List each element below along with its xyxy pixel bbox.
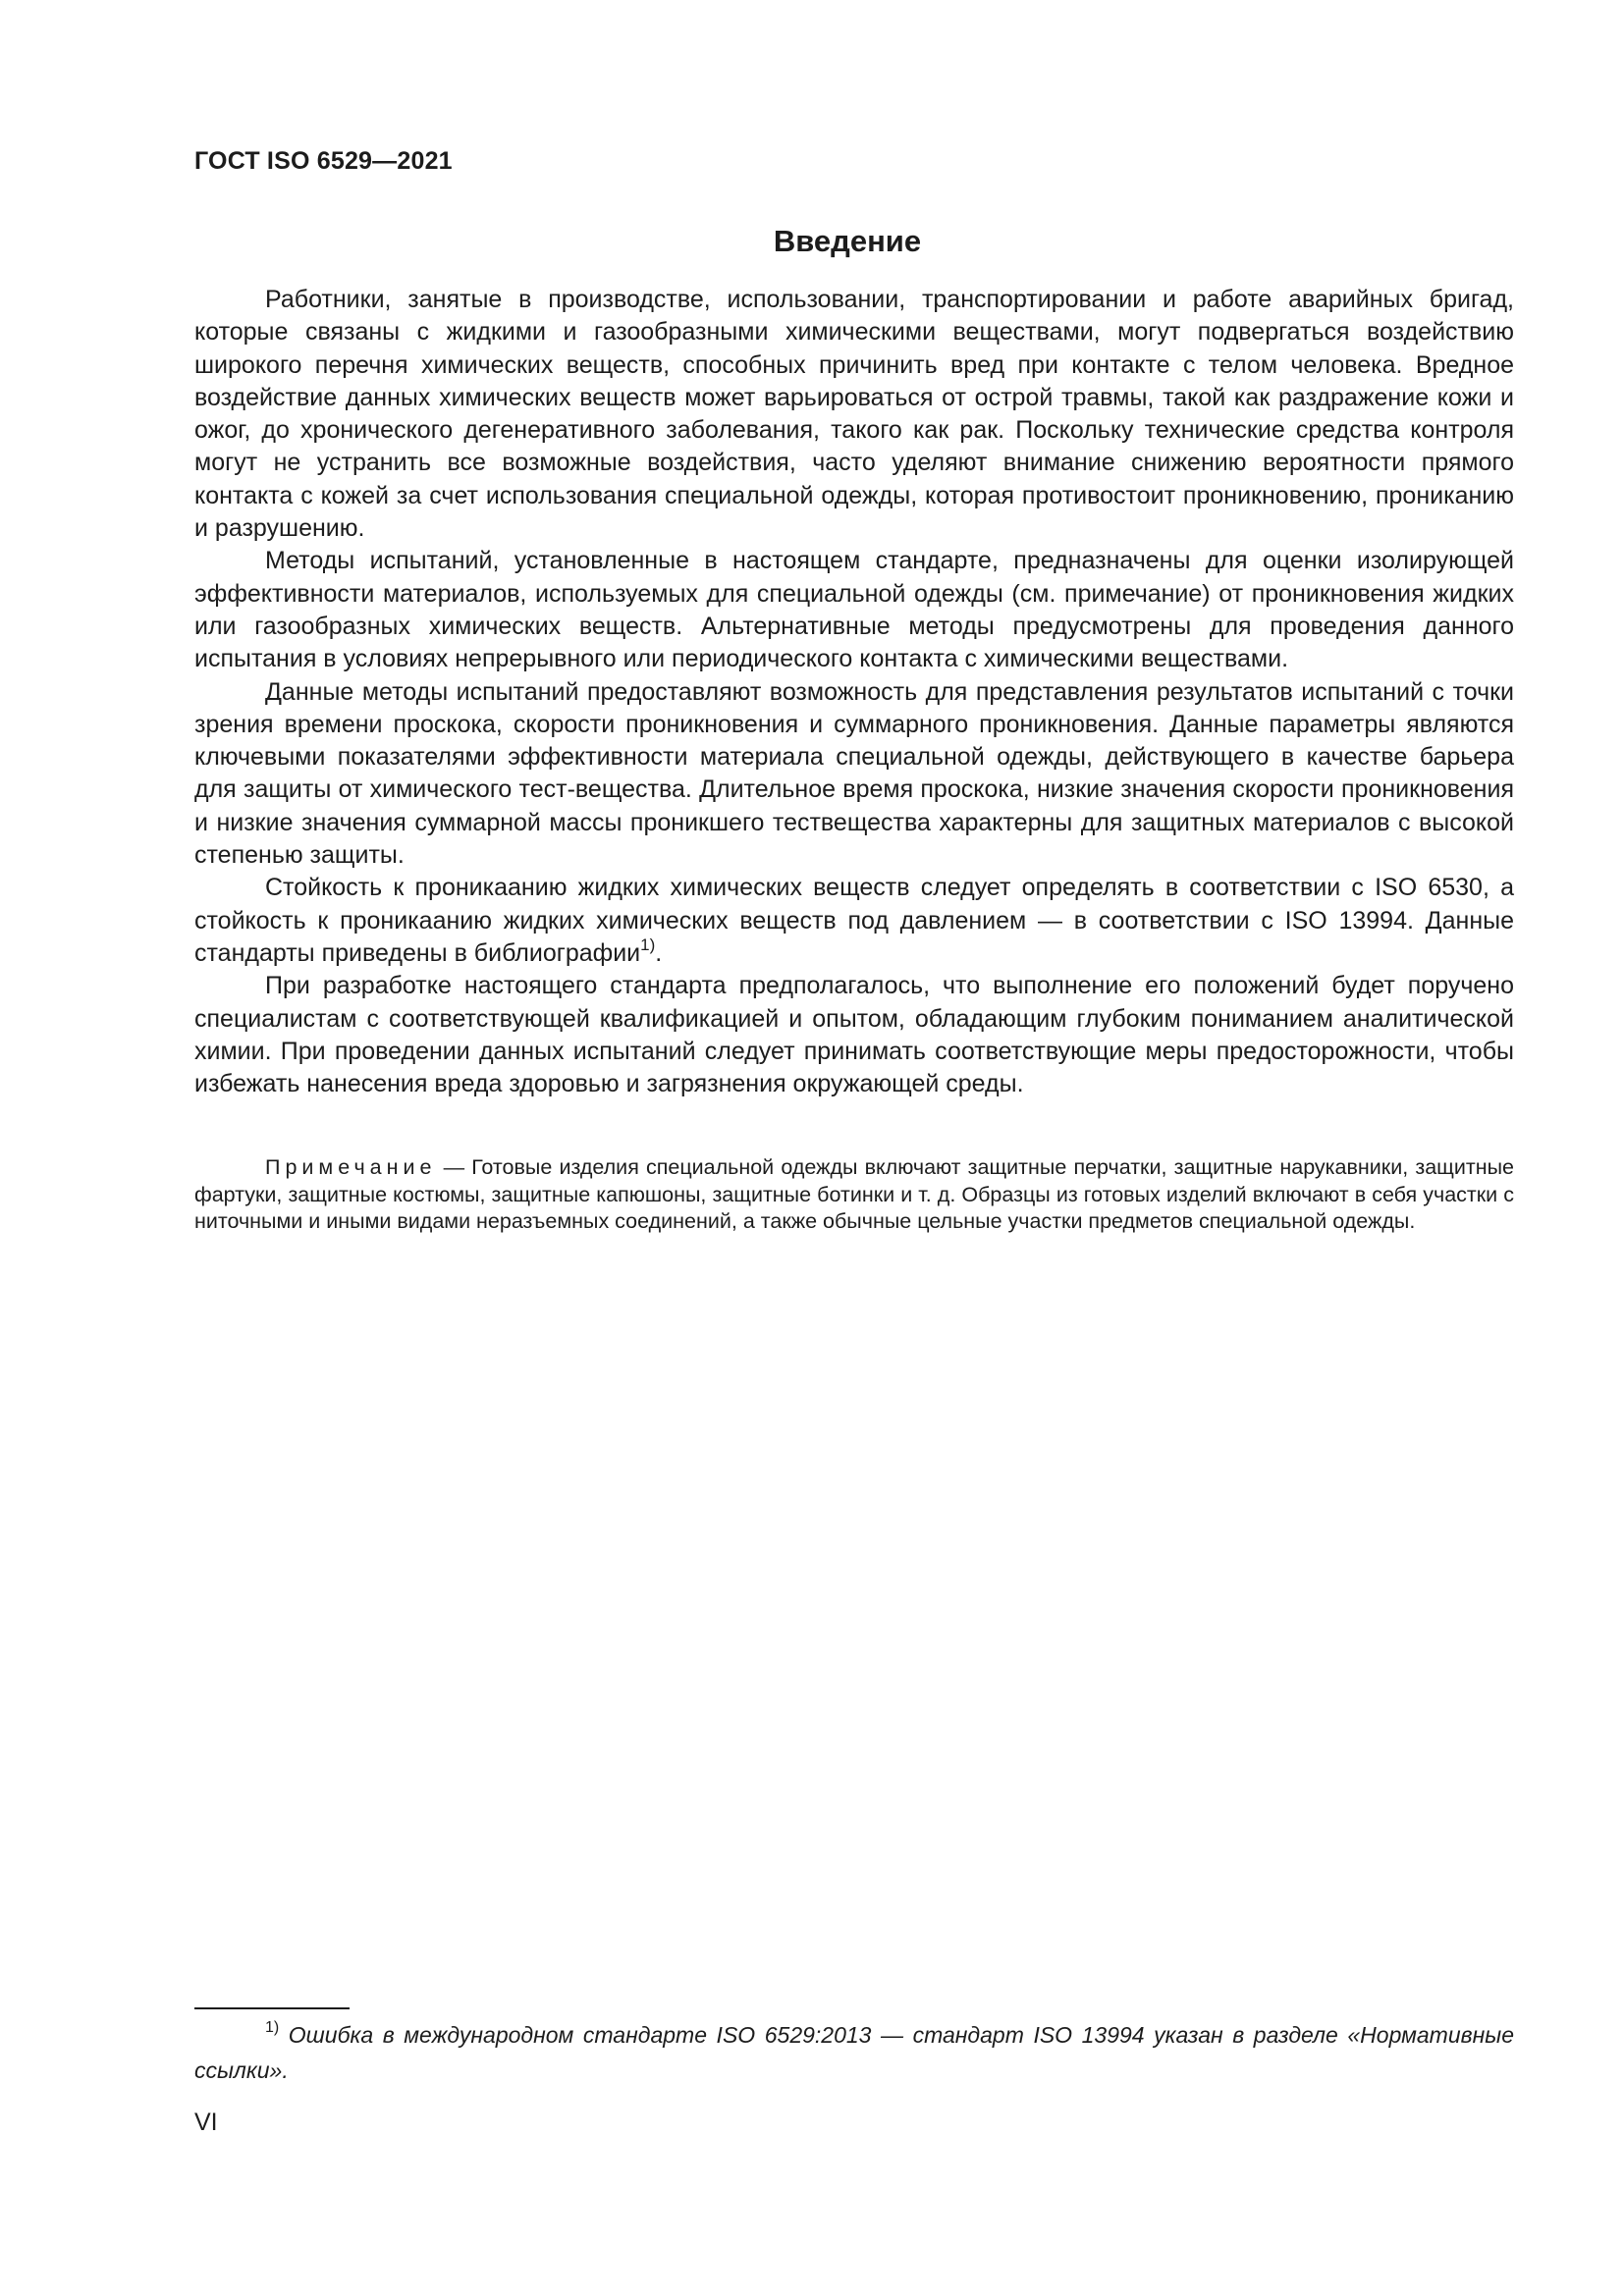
footnote-mark: 1) (265, 2019, 280, 2036)
paragraph-2: Методы испытаний, установленные в настоящем стандарте, предназначены для оценки изолирующей эффективности материалов, используемых для специальной одежды (см. примечание) от проникновения жидких или газообразных химических веществ. Альтернативные методы предусмотрены для проведения данного испытания в условиях непрерывного или периодического контакта с химическими веществами. (194, 547, 1514, 673)
note-text: — Готовые изделия специальной одежды включают защитные перчатки, защитные нарукавники, защитные фартуки, защитные костюмы, защитные капюшоны, защитные ботинки и т. д. Образцы из готовых изделий включают в себя участки с ниточными и иными видами неразъемных соединений, а также обычные цельные участки предметов специальной одежды. (194, 1155, 1514, 1233)
note (194, 1154, 1514, 1236)
paragraph-4-text: Стойкость к проникаанию жидких химических веществ следует определять в соответствии с ISO 6530, а стойкость к проникаанию жидких химических веществ под давлением — в соответствии с ISO 13994. Данные стандарты приведены в библиографии (194, 874, 1514, 967)
footnote (194, 2019, 1514, 2086)
section-title: Введение (773, 224, 922, 258)
footnote-text: Ошибка в международном стандарте ISO 6529:2013 — стандарт ISO 13994 указан в разделе «Нормативные ссылки». (194, 2022, 1514, 2083)
footnote-reference: 1) (640, 934, 656, 954)
paragraph-1: Работники, занятые в производстве, использовании, транспортировании и работе аварийных бригад, которые связаны с жидкими и газообразными химическими веществами, могут подвергаться воздействию широкого перечня химических веществ, способных причинить вред при контакте с телом человека. Вредное воздействие данных химических веществ может варьироваться от острой травмы, такой как раздражение кожи и ожог, до хронического дегенеративного заболевания, такого как рак. Поскольку технические средства контроля могут не устранить все возможные воздействия, часто уделяют внимание снижению вероятности прямого контакта с кожей за счет использования специальной одежды, которая противостоит проникновению, прониканию и разрушению. (194, 286, 1514, 543)
footnote-divider (194, 2007, 350, 2009)
page-number: VI (194, 2109, 218, 2136)
paragraph-4 (194, 872, 1514, 970)
note-label: Примечание (265, 1155, 437, 1179)
paragraph-4-end: . (655, 938, 663, 967)
document-code: ГОСТ ISO 6529—2021 (194, 147, 453, 175)
paragraph-5: При разработке настоящего стандарта предполагалось, что выполнение его положений будет поручено специалистам с соответствующей квалификацией и опытом, обладающим глубоким пониманием аналитической химии. При проведении данных испытаний следует принимать соответствующие меры предосторожности, чтобы избежать нанесения вреда здоровью и загрязнения окружающей среды. (194, 972, 1514, 1098)
body-text (194, 284, 1514, 1100)
paragraph-3: Данные методы испытаний предоставляют возможность для представления результатов испытаний с точки зрения времени проскока, скорости проникновения и суммарного проникновения. Данные параметры являются ключевыми показателями эффективности материала специальной одежды, действующего в качестве барьера для защиты от химического тест-вещества. Длительное время проскока, низкие значения скорости проникновения и низкие значения суммарной массы проникшего тествещества характерны для защитных материалов с высокой степенью защиты. (194, 677, 1514, 870)
